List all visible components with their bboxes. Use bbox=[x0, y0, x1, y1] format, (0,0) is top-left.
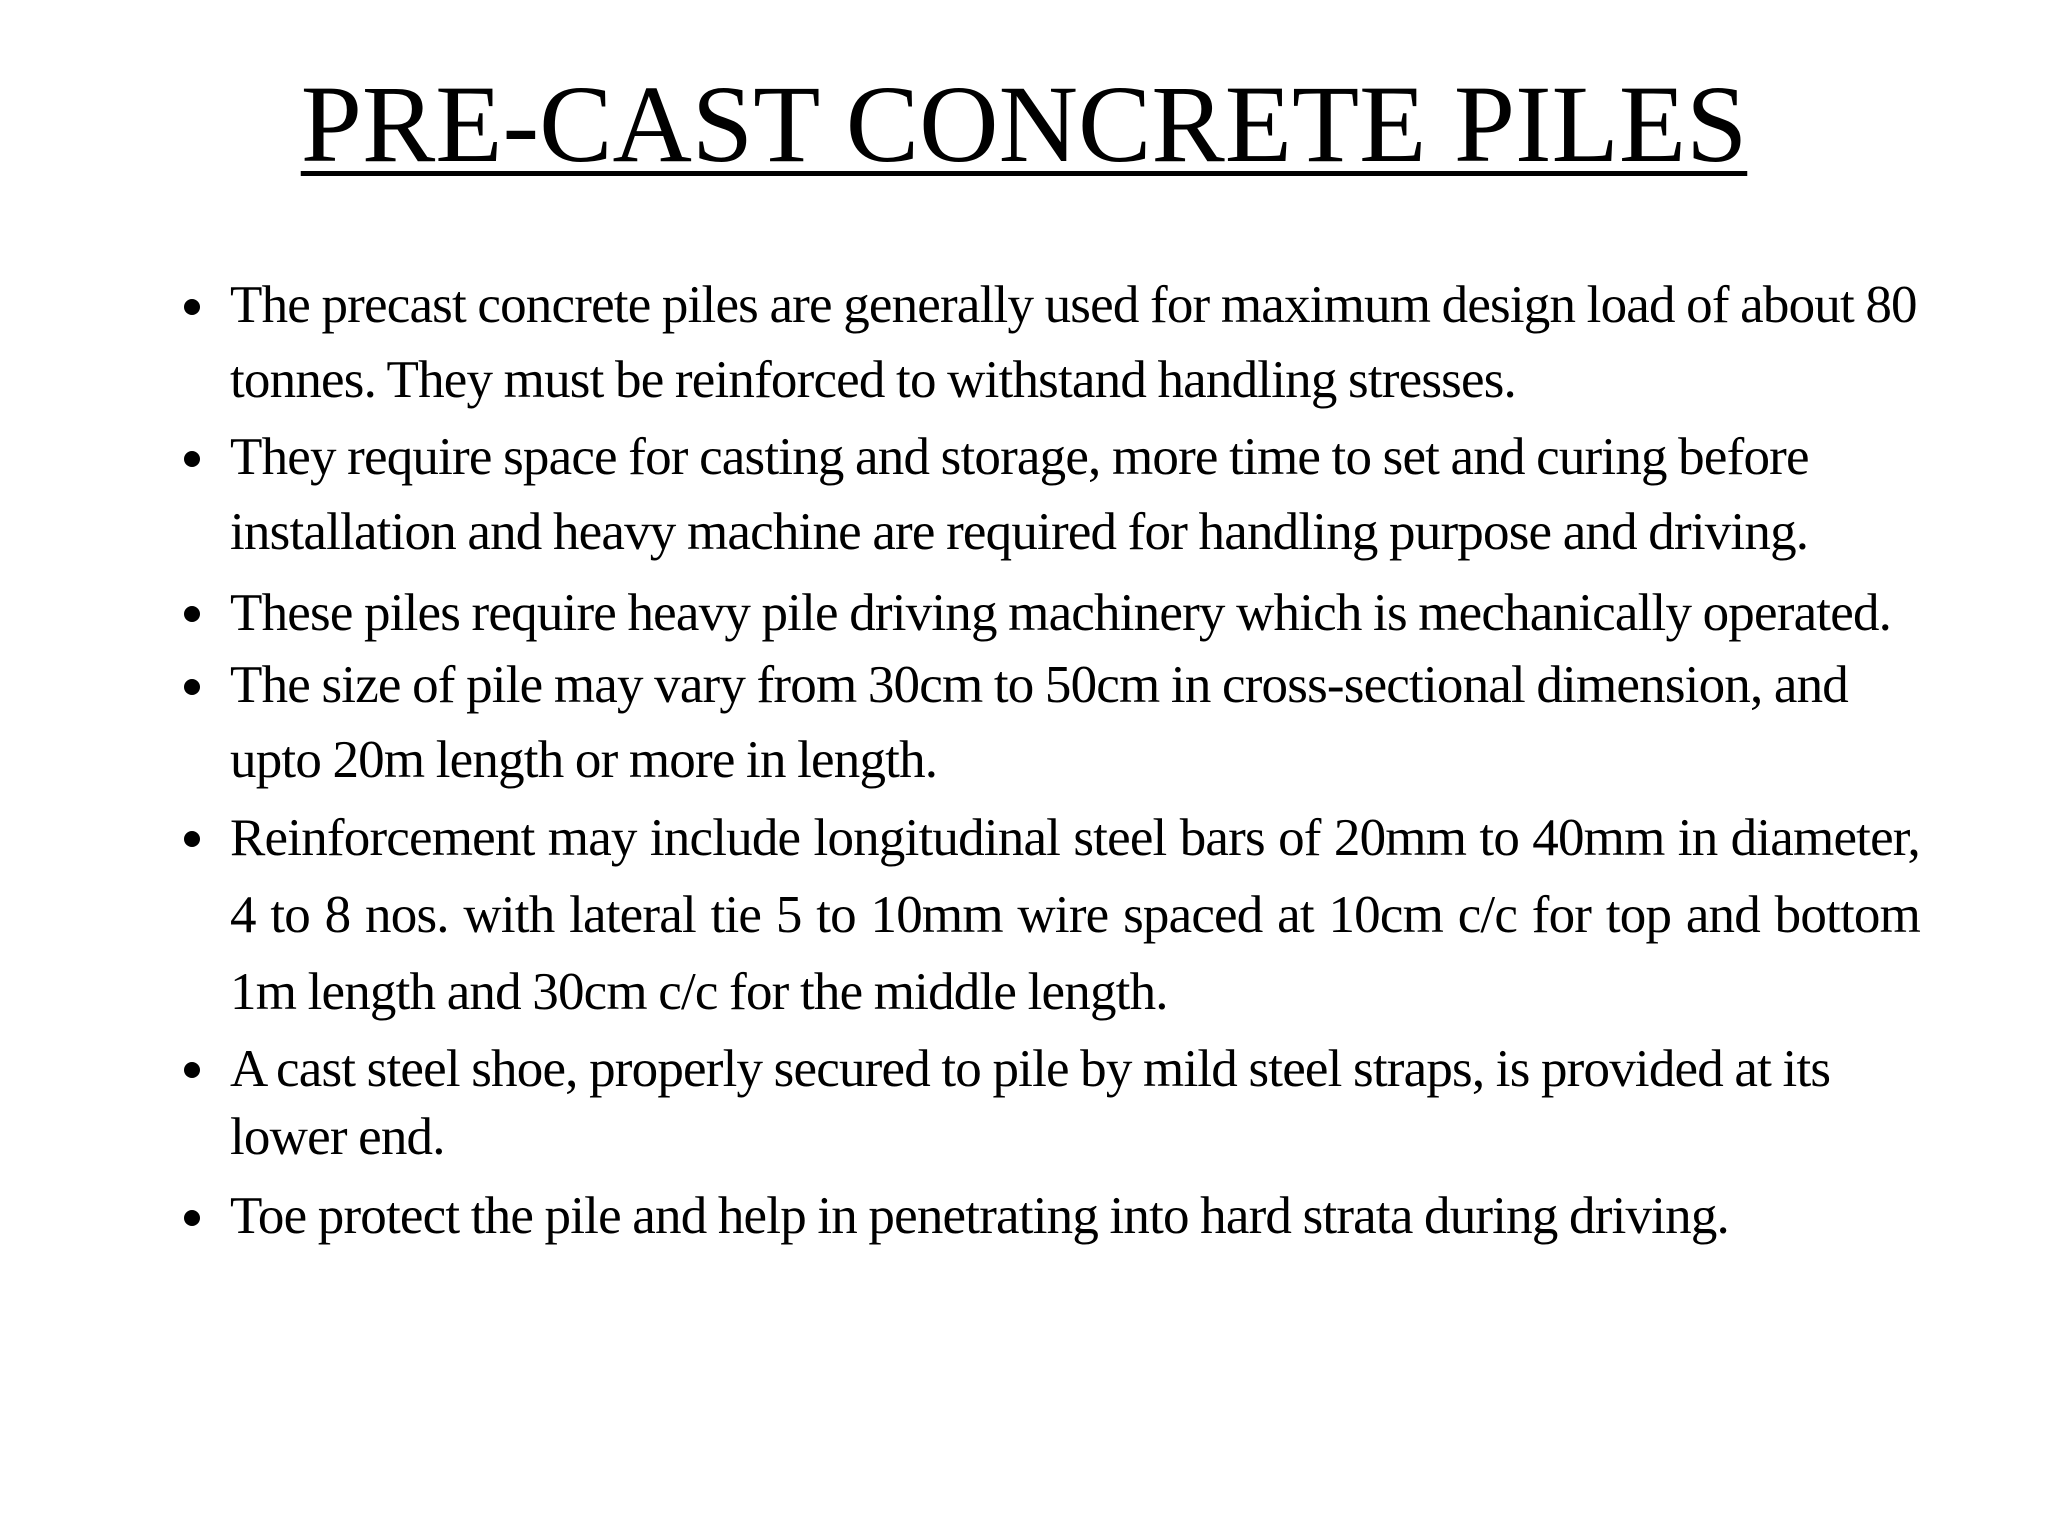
bullet-text: The size of pile may vary from 30cm to 50cm in cross-sectional dimension, and upto 20m length or more in length. bbox=[230, 656, 1849, 789]
bullet-dot-icon bbox=[184, 1210, 200, 1226]
bullet-text: A cast steel shoe, properly secured to pile by mild steel straps, is provided at its lower end. bbox=[230, 1040, 1831, 1166]
bullet-dot-icon bbox=[184, 606, 200, 622]
bullet-item bbox=[180, 648, 1920, 798]
bullet-dot-icon bbox=[184, 451, 200, 467]
bullet-text: These piles require heavy pile driving machinery which is mechanically operated. bbox=[230, 584, 1892, 642]
bullet-item bbox=[180, 1179, 1920, 1254]
bullet-item bbox=[180, 578, 1920, 648]
bullet-text: Toe protect the pile and help in penetrating into hard strata during driving. bbox=[230, 1187, 1729, 1245]
bullet-item bbox=[180, 420, 1920, 570]
slide-title bbox=[0, 62, 2048, 187]
bullet-dot-icon bbox=[184, 299, 200, 315]
bullet-text: They require space for casting and storage, more time to set and curing before installation and heavy machine are required for handling purpose and driving. bbox=[230, 428, 1809, 561]
bullet-text: The precast concrete piles are generally used for maximum design load of about 80 tonnes. They must be reinforced to withstand handling stresses. bbox=[230, 276, 1917, 409]
bullet-item bbox=[180, 800, 1920, 1031]
slide-title-text: PRE-CAST CONCRETE PILES bbox=[300, 63, 1748, 185]
bullet-item bbox=[180, 1035, 1920, 1171]
bullet-dot-icon bbox=[184, 1062, 200, 1078]
bullet-dot-icon bbox=[184, 679, 200, 695]
bullet-list bbox=[180, 268, 1920, 1254]
bullet-text: Reinforcement may include longitudinal steel bars of 20mm to 40mm in diameter, 4 to 8 nos. with lateral tie 5 to 10mm wire spaced at 10cm c/c for top and bottom 1m length and 30cm c/c for the middle length. bbox=[230, 809, 1920, 1021]
bullet-dot-icon bbox=[184, 831, 200, 847]
bullet-item bbox=[180, 268, 1920, 418]
